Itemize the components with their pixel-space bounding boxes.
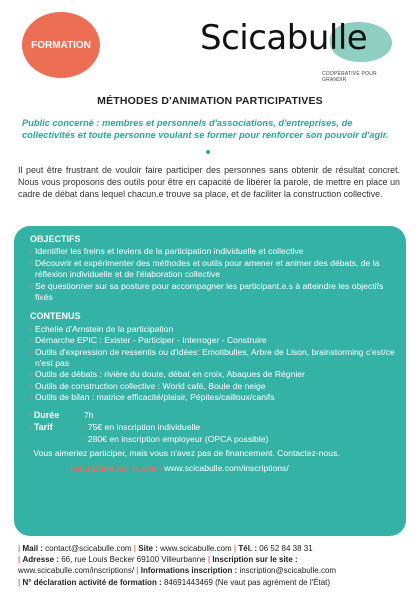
bullet-icon: •: [30, 347, 33, 357]
audience-text: Public concerné : membres et personnels d'associations, d'entreprises, de collectivités et toute personne voulant se former pour renforcer son pouvoir d'agir.: [22, 118, 389, 140]
inscription-label: Inscription sur le site :: [70, 463, 162, 474]
list-item: • Outils d'expression de ressentis ou d'idées: Emotibulles, Arbre de Lison, brainstorming c'est/ce n'est pas: [30, 346, 395, 369]
list-item: • Démarche EPIC : Exister - Participer - Interroger - Construire: [30, 335, 267, 346]
bullet-icon: •: [30, 247, 33, 257]
tarif-line: 280€ en inscription employeur (OPCA possible): [87, 433, 269, 444]
list-item: • Découvrir et expérimenter des méthodes et outils pour amener et animer des débats, de la réflexion individuelle et de l'élaboration collective: [30, 257, 380, 280]
bullet-icon: •: [30, 410, 33, 420]
tarif-line: 75€ en inscription individuelle: [87, 421, 201, 432]
tarif-row-2: [30, 434, 396, 446]
logo-tagline: COOPÉRATIVE POUR GRANDIR: [322, 71, 377, 83]
intro-text: Il peut être frustrant de vouloir faire participer des personnes sans obtenir de résultat concret. Nous vous proposons des outils pour être en capacité de libérer la parole, de mettre en place un cadre de débat dans lequel chacun.e trouve sa place, et de faciliter la construction collective.: [18, 165, 400, 199]
site-link[interactable]: www.scicabulle.com: [160, 544, 232, 553]
bullet-icon: •: [84, 422, 87, 432]
badge-label: FORMATION: [31, 39, 91, 51]
declaration-number: 84691443469 (Ne vaut pas agrément de l'État): [163, 577, 331, 587]
formation-badge: [22, 12, 100, 78]
tarif-row: [30, 422, 396, 434]
bullet-icon: •: [30, 422, 33, 432]
list-item: • Outils de débats : rivière du doute, débat en croix, Abaques de Régnier: [30, 369, 305, 380]
info-email[interactable]: inscription@scicabulle.com: [239, 566, 337, 576]
funding-note: *Vous aimeriez participer, mais vous n'avez pas de financement. Contactez-nous.: [30, 447, 340, 458]
phone-number: 06 52 84 38 31: [259, 544, 313, 553]
logo: [200, 14, 400, 84]
details-content: [30, 234, 396, 475]
list-item: • Outils de bilan : matrice efficacité/plaisir, Pépites/cailloux/canifs: [30, 392, 275, 403]
tarif-label: Tarif: [33, 421, 53, 432]
duree-value: 7h: [84, 409, 94, 420]
bullet-icon: •: [30, 324, 33, 334]
list-item: • Identifier les freins et leviers de la participation individuelle et collective: [30, 246, 304, 257]
footer-line-2: | Adresse : 66, rue Louis Becker 69100 Villeurbanne | Inscription sur le site : www.scicabulle.com/inscriptions/ | Informations inscription : inscription@scicabulle.com: [18, 555, 337, 576]
list-item: • Outils de construction collective : World café, Boule de neige: [30, 380, 266, 391]
bullet-icon: •: [30, 336, 33, 346]
inscription-line: [30, 463, 396, 474]
bullet-icon: •: [84, 434, 87, 444]
bullet-icon: •: [30, 370, 33, 380]
footer: [18, 543, 408, 588]
bullet-icon: •: [30, 381, 33, 391]
bullet-icon: •: [30, 393, 33, 403]
address: 66, rue Louis Becker 69100 Villeurbanne: [61, 555, 206, 565]
logo-text: Scicabulle: [200, 18, 368, 58]
duree-row: [30, 410, 396, 422]
contenus-heading: CONTENUS: [30, 311, 81, 322]
inscription-footer-link[interactable]: www.scicabulle.com/inscriptions/: [18, 566, 135, 576]
page-title: MÉTHODES D'ANIMATION PARTICIPATIVES: [97, 95, 323, 107]
footer-line-3: | N° déclaration activité de formation : 84691443469 (Ne vaut pas agrément de l'État): [18, 577, 331, 587]
footer-line-1: | Mail : contact@scicabulle.com | Site : www.scicabulle.com | Tél. : 06 52 84 38 31: [18, 544, 313, 553]
bullet-icon: •: [30, 281, 33, 291]
separator-dot: [206, 150, 210, 154]
objectifs-heading: OBJECTIFS: [30, 234, 81, 244]
asterisk-icon: *: [30, 447, 34, 458]
list-item: • Echelle d'Arnstein de la participation: [30, 323, 174, 334]
list-item: • Se questionner sur sa posture pour accompagner les participant.e.s à atteindre les objectifs fixés: [30, 280, 384, 303]
bullet-icon: •: [30, 258, 33, 268]
mail-link[interactable]: contact@scicabulle.com: [45, 544, 132, 553]
inscription-link[interactable]: www.scicabulle.com/inscriptions/: [164, 463, 289, 474]
duree-label: Durée: [33, 409, 60, 420]
